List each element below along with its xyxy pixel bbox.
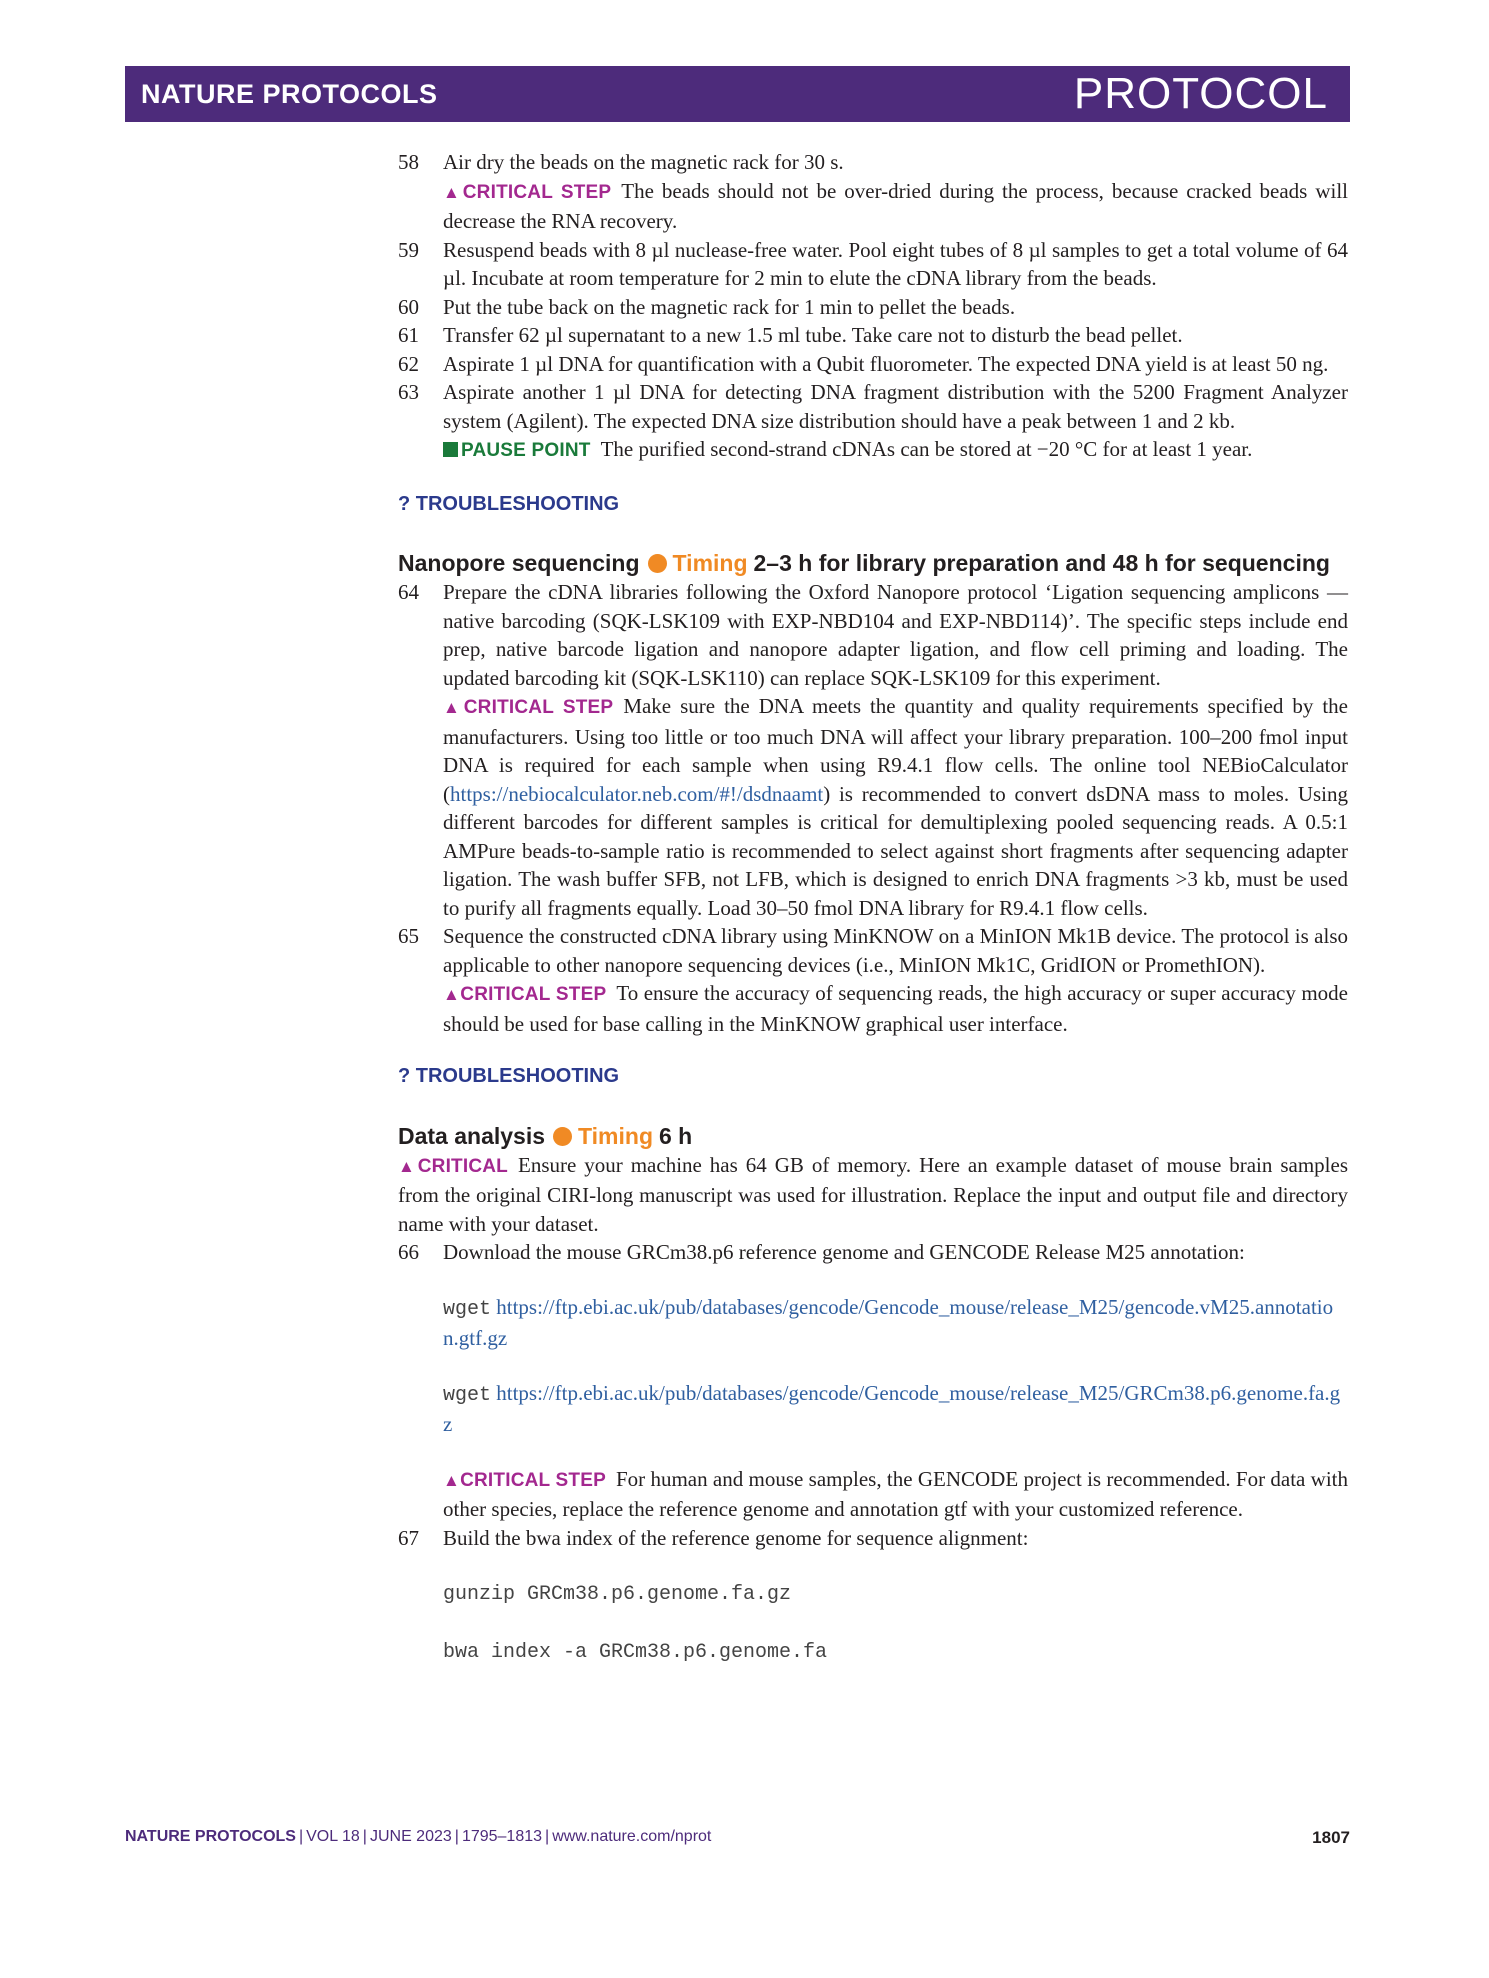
command: wget <box>443 1383 492 1407</box>
code-block-bwa <box>398 1636 1348 1668</box>
section-heading-data-analysis: Data analysis Timing 6 h <box>398 1122 693 1149</box>
troubleshooting-link[interactable]: ? TROUBLESHOOTING <box>398 492 620 515</box>
warning-triangle-icon: ▲ <box>443 182 463 202</box>
pause-point-label: PAUSE POINT <box>443 440 591 461</box>
critical-step-label: ▲CRITICAL STEP <box>443 984 607 1005</box>
troubleshooting-link[interactable]: ? TROUBLESHOOTING <box>398 1065 620 1087</box>
step-number: 61 <box>398 323 419 347</box>
pause-square-icon <box>443 442 458 457</box>
step-number: 66 <box>398 1240 419 1264</box>
step-number: 59 <box>398 237 419 262</box>
step-text: Put the tube back on the magnetic rack for 1 min to pellet the beads. <box>443 294 1016 319</box>
page-header <box>125 66 1350 122</box>
page-number: 1807 <box>1312 1828 1350 1847</box>
footer-pages: 1795–1813 <box>461 1828 543 1845</box>
critical-step-text: To ensure the accuracy of sequencing reads, the high accuracy or super accuracy mode should be used for base calling in the MinKNOW graphical user interface. <box>443 981 1348 1036</box>
step-59 <box>398 236 1348 293</box>
footer-journal: NATURE PROTOCOLS <box>125 1828 296 1845</box>
section-heading-nanopore: Nanopore sequencing Timing 2–3 h for library preparation and 48 h for sequencing <box>398 550 1330 576</box>
step-text: Prepare the cDNA libraries following the Oxford Nanopore protocol ‘Ligation sequencing amplicons —native barcoding (SQK-LSK109 with EXP-NBD104 and EXP-NBD114)’. The specific steps include end prep, native barcode ligation and nanopore adapter ligation, and flow cell priming and loading. The updated barcoding kit (SQK-LSK110) can replace SQK-LSK109 for this experiment. <box>443 580 1348 690</box>
nebiocalculator-link[interactable]: https://nebiocalculator.neb.com/#!/dsdnaamt <box>450 781 824 806</box>
critical-note <box>398 1151 1348 1239</box>
step-number: 64 <box>398 580 419 604</box>
critical-step-66 <box>398 1465 1348 1524</box>
command: wget <box>443 1297 492 1321</box>
warning-triangle-icon: ▲ <box>398 1156 418 1176</box>
step-text: Resuspend beads with 8 µl nuclease-free water. Pool eight tubes of 8 µl samples to get a total volume of 64 µl. Incubate at room temperature for 2 min to elute the cDNA library from the beads. <box>443 237 1348 290</box>
warning-triangle-icon: ▲ <box>443 985 461 1004</box>
code-line: gunzip GRCm38.p6.genome.fa.gz <box>443 1583 792 1606</box>
step-66 <box>398 1238 1348 1267</box>
footer-date: JUNE 2023 <box>369 1828 452 1845</box>
section-label: PROTOCOL <box>1073 69 1328 118</box>
timing-clock-icon <box>648 554 667 573</box>
journal-name: NATURE PROTOCOLS <box>141 79 438 109</box>
step-number: 60 <box>398 294 419 319</box>
step-text: Aspirate another 1 µl DNA for detecting DNA fragment distribution with the 5200 Fragment Analyzer system (Agilent). The expected DNA size distribution should have a peak between 1 and 2 kb. <box>443 380 1348 433</box>
critical-step-text: The beads should not be over-dried during the process, because cracked beads will decrease the RNA recovery. <box>443 178 1348 233</box>
timing-label: Timing <box>672 550 748 576</box>
step-62 <box>398 350 1348 379</box>
page-footer: NATURE PROTOCOLS | VOL 18 | JUNE 2023 | 1795–1813 | www.nature.com/nprot 1807 <box>125 1828 1350 1847</box>
pause-point-text: The purified second-strand cDNAs can be stored at −20 °C for at least 1 year. <box>600 437 1253 461</box>
step-63 <box>398 378 1348 466</box>
timing-value: 2–3 h for library preparation and 48 h for sequencing <box>753 550 1330 576</box>
step-61 <box>398 321 1348 350</box>
critical-label: ▲CRITICAL <box>398 1155 508 1177</box>
critical-step-label: ▲CRITICAL STEP <box>443 181 612 203</box>
critical-text: Ensure your machine has 64 GB of memory. Here an example dataset of mouse brain samples from the original CIRI-long manuscript was used for illustration. Replace the input and output file and directory name with your dataset. <box>398 1152 1348 1236</box>
timing-value: 6 h <box>659 1122 693 1149</box>
footer-volume: VOL 18 <box>306 1828 360 1845</box>
step-text: Aspirate 1 µl DNA for quantification with a Qubit fluorometer. The expected DNA yield is at least 50 ng. <box>443 351 1329 376</box>
step-text: Air dry the beads on the magnetic rack for 30 s. <box>443 150 844 174</box>
step-64 <box>398 578 1348 922</box>
timing-clock-icon <box>553 1127 572 1146</box>
warning-triangle-icon: ▲ <box>443 1470 461 1490</box>
step-text: Sequence the constructed cDNA library using MinKNOW on a MinION Mk1B device. The protocol is also applicable to other nanopore sequencing devices (i.e., MinION Mk1C, GridION or PromethION). <box>443 924 1348 977</box>
step-text: Build the bwa index of the reference genome for sequence alignment: <box>443 1525 1029 1550</box>
step-60 <box>398 293 1348 322</box>
gtf-download-link[interactable]: https://ftp.ebi.ac.uk/pub/databases/gencode/Gencode_mouse/release_M25/gencode.vM25.annotation.gtf.gz <box>443 1294 1334 1350</box>
step-text: Download the mouse GRCm38.p6 reference genome and GENCODE Release M25 annotation: <box>443 1240 1245 1264</box>
genome-download-link[interactable]: https://ftp.ebi.ac.uk/pub/databases/gencode/Gencode_mouse/release_M25/GRCm38.p6.genome.fa.gz <box>443 1380 1341 1436</box>
step-number: 65 <box>398 924 419 948</box>
warning-triangle-icon: ▲ <box>443 698 464 717</box>
critical-step-text-cont: ) is recommended to convert dsDNA mass to moles. Using different barcodes for different samples is critical for demultiplexing pooled sequencing reads. A 0.5:1 AMPure beads-to-sample ratio is recommended to select against short fragments after sequencing adapter ligation. The wash buffer SFB, not LFB, which is designed to enrich DNA fragments >3 kb, must be used to purify all fragments equally. Load 30–50 fmol DNA library for R9.4.1 flow cells. <box>443 781 1348 920</box>
code-block-wget-genome <box>398 1379 1348 1439</box>
step-number: 67 <box>398 1525 419 1550</box>
critical-step-text: Make sure the DNA meets the quantity and quality requirements specified by the manufacturers. Using too little or too much DNA will affect your library preparation. 100–200 fmol input DNA is required for each sample when using R9.4.1 flow cells. The online tool NEBioCalculator ( <box>443 694 1348 806</box>
step-number: 58 <box>398 150 419 174</box>
main-content <box>398 148 1348 1681</box>
step-67 <box>398 1524 1348 1553</box>
code-block-gunzip <box>398 1578 1348 1610</box>
step-65 <box>398 922 1348 1038</box>
footer-url-link[interactable]: www.nature.com/nprot <box>552 1828 712 1845</box>
code-block-wget-gtf <box>398 1293 1348 1353</box>
step-58 <box>398 148 1348 236</box>
timing-label: Timing <box>578 1122 653 1149</box>
step-text: Transfer 62 µl supernatant to a new 1.5 ml tube. Take care not to disturb the bead pellet. <box>443 323 1183 347</box>
critical-step-label: ▲CRITICAL STEP <box>443 697 614 718</box>
critical-step-label: ▲CRITICAL STEP <box>443 1469 606 1491</box>
critical-step-text: For human and mouse samples, the GENCODE project is recommended. For data with other species, replace the reference genome and annotation gtf with your customized reference. <box>443 1466 1348 1521</box>
step-number: 63 <box>398 380 419 404</box>
step-number: 62 <box>398 351 419 376</box>
code-line: bwa index -a GRCm38.p6.genome.fa <box>443 1640 828 1664</box>
